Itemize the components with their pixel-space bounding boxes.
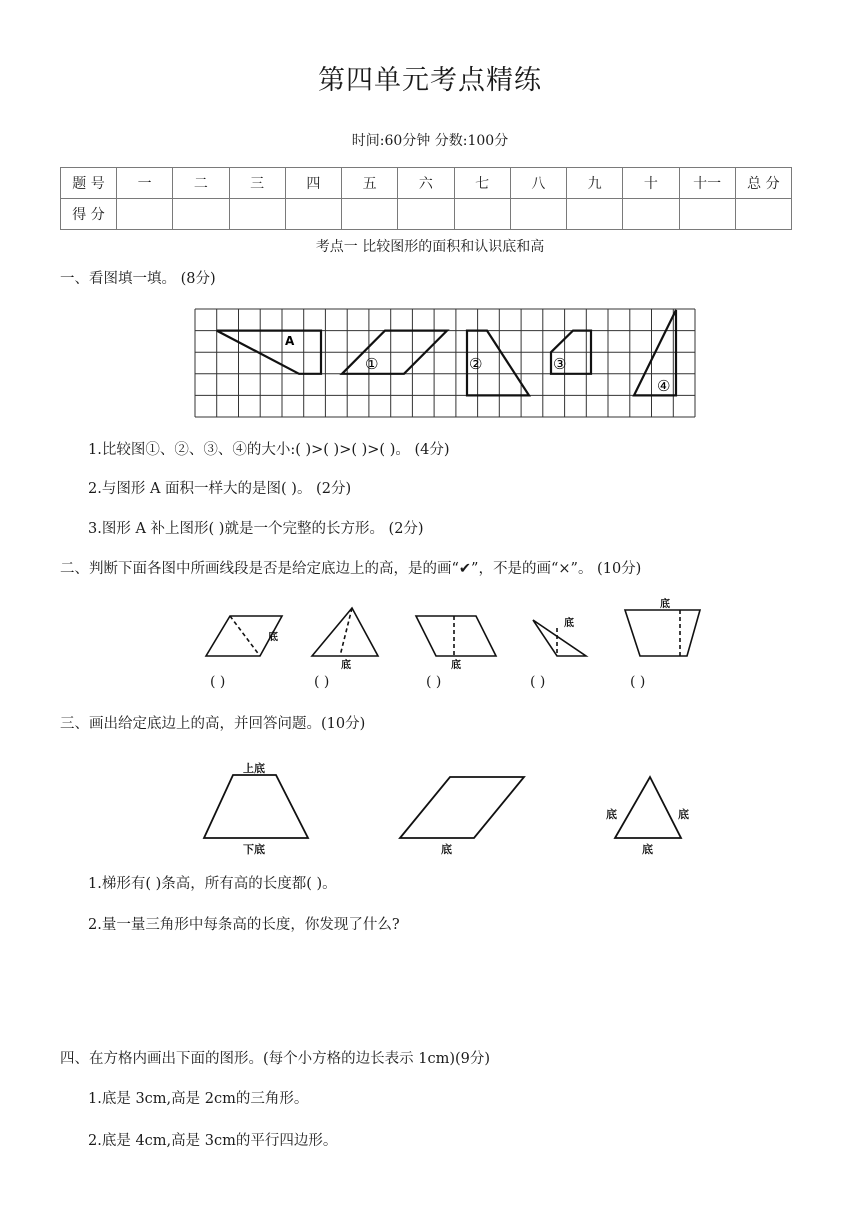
score-cell: 十 [623,168,679,199]
score-input-cell[interactable] [117,199,173,230]
grid-lines [195,309,695,417]
score-cell: 六 [398,168,454,199]
q2-answer-4[interactable]: ( ) [530,674,546,690]
page-title: 第四单元考点精练 [318,65,542,96]
score-cell: 总 分 [735,168,791,199]
score-table-score-row [61,199,792,230]
score-cell: 题 号 [61,168,117,199]
score-table [60,167,792,230]
q3-parallelogram-base-label: 底 [441,843,452,856]
q3-parallelogram [400,777,524,838]
score-input-cell[interactable] [623,199,679,230]
shape-3-label: ③ [553,355,567,373]
q2-triangle-1 [312,608,378,656]
q2-answer-3[interactable]: ( ) [426,674,442,690]
q1-title: 一、看图填一填。 (8分) [60,271,216,287]
q3-triangle-left-label: 底 [606,808,617,821]
q2-base-label-2: 底 [341,660,351,671]
score-cell: 九 [567,168,623,199]
score-cell: 得 分 [61,199,117,230]
q3-top-base-label: 上底 [243,762,265,775]
score-cell: 五 [342,168,398,199]
score-input-cell[interactable] [567,199,623,230]
q3-title: 三、画出给定底边上的高，并回答问题。(10分) [60,716,366,732]
score-input-cell[interactable] [510,199,566,230]
score-cell: 七 [454,168,510,199]
exam-info: 时间:60分钟 分数:100分 [351,133,509,149]
q1-item-1: 1.比较图①、②、③、④的大小:( )>( )>( )>( )。 (4分) [88,442,450,458]
q2-triangle-2 [533,620,586,656]
score-input-cell[interactable] [679,199,735,230]
q2-base-label-4: 底 [564,618,574,629]
q4-item-1: 1.底是 3cm,高是 2cm的三角形。 [88,1091,309,1107]
score-input-cell[interactable] [398,199,454,230]
score-input-cell[interactable] [342,199,398,230]
shape-a-label: A [285,334,295,348]
score-input-cell[interactable] [173,199,229,230]
q3-trapezoid [204,775,308,838]
q2-height-line-1 [230,616,260,656]
q3-item-2: 2.量一量三角形中每条高的长度，你发现了什么? [88,917,400,933]
q1-item-3: 3.图形 A 补上图形( )就是一个完整的长方形。 (2分) [88,521,424,537]
q2-trapezoid [625,610,700,656]
score-cell: 八 [510,168,566,199]
q2-base-label-1: 底 [268,632,278,643]
score-cell: 三 [229,168,285,199]
score-input-cell[interactable] [735,199,791,230]
q2-title: 二、判断下面各图中所画线段是否是给定底边上的高，是的画“✔”，不是的画“×”。 (10分) [60,561,642,577]
q2-base-label-3: 底 [451,660,461,671]
q4-item-2: 2.底是 4cm,高是 3cm的平行四边形。 [88,1133,338,1149]
q3-figures [200,758,705,858]
q1-grid-figure [195,309,698,419]
section-heading: 考点一 比较图形的面积和认识底和高 [315,239,545,255]
q2-answer-1[interactable]: ( ) [210,674,226,690]
q3-item-1: 1.梯形有( )条高，所有高的长度都( )。 [88,876,337,892]
score-cell: 十一 [679,168,735,199]
q2-base-label-5: 底 [660,599,670,610]
q1-item-2: 2.与图形 A 面积一样大的是图( )。 (2分) [88,481,352,497]
score-cell: 一 [117,168,173,199]
shape-4-label: ④ [657,377,671,395]
q3-triangle-right-label: 底 [678,808,689,821]
q2-parallelogram-2 [416,616,496,656]
score-input-cell[interactable] [454,199,510,230]
q4-title: 四、在方格内画出下面的图形。(每个小方格的边长表示 1cm)(9分) [60,1051,491,1067]
score-cell: 四 [285,168,341,199]
score-cell: 二 [173,168,229,199]
score-table-header-row [61,168,792,199]
q2-answer-5[interactable]: ( ) [630,674,646,690]
q3-triangle-bottom-label: 底 [642,843,653,856]
q3-bottom-base-label: 下底 [243,843,265,856]
q3-triangle [615,777,681,838]
shape-2-label: ② [469,355,483,373]
score-input-cell[interactable] [229,199,285,230]
shape-1-label: ① [365,355,379,373]
score-input-cell[interactable] [285,199,341,230]
q2-answer-2[interactable]: ( ) [314,674,330,690]
